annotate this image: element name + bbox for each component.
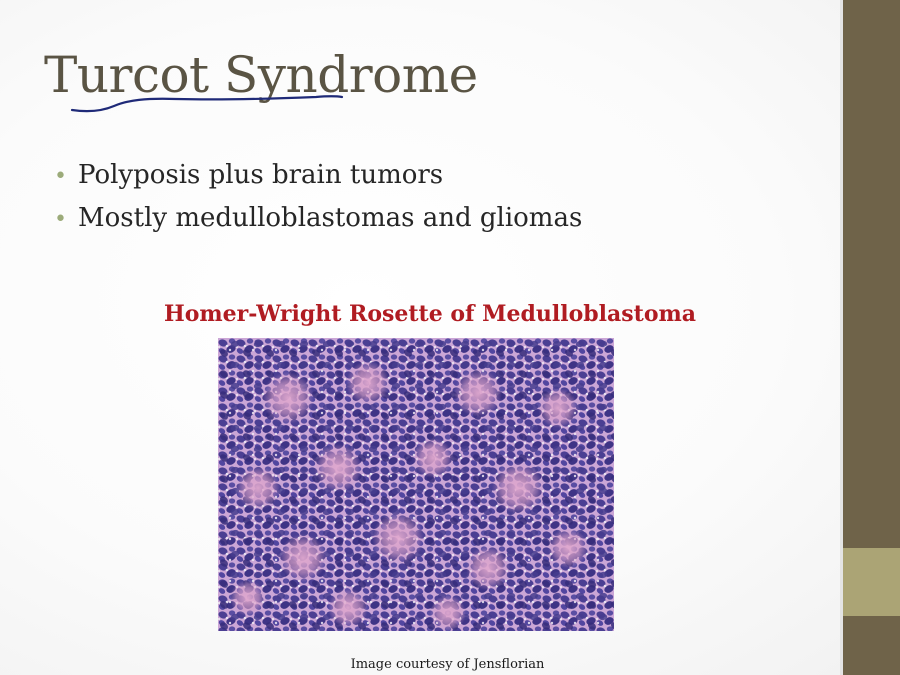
- rosette-spot: [328, 588, 368, 628]
- rosette-spot: [492, 462, 544, 514]
- rosette-spot: [466, 546, 510, 590]
- rosette-spot: [548, 528, 588, 568]
- sidebar-accent-block: [843, 548, 900, 616]
- bullet-item: [54, 203, 582, 233]
- bullet-item: [54, 160, 582, 190]
- rosette-spot: [279, 534, 327, 582]
- rosette-spot: [262, 372, 314, 424]
- image-credit: Image courtesy of Jensflorian: [350, 657, 545, 672]
- bullet-marker: •: [54, 164, 67, 189]
- figure-caption: Homer-Wright Rosette of Medulloblastoma: [163, 301, 697, 327]
- bullet-marker: •: [54, 207, 67, 232]
- rosette-spot: [346, 361, 390, 405]
- rosette-spot: [430, 595, 466, 631]
- rosette-spot: [538, 388, 578, 428]
- rosette-spot: [454, 369, 502, 417]
- bullet-text: Polyposis plus brain tumors: [78, 160, 444, 190]
- rosette-spot: [372, 512, 424, 564]
- rosette-spot: [314, 444, 362, 492]
- bullet-text: Mostly medulloblastomas and gliomas: [78, 203, 583, 233]
- rosette-spot: [413, 438, 453, 478]
- histology-image: [218, 338, 614, 631]
- rosette-spot: [236, 466, 280, 510]
- rosette-spot: [230, 580, 266, 616]
- bullet-list: [54, 160, 582, 246]
- slide-title: Turcot Syndrome: [44, 46, 478, 104]
- handwritten-underline: [66, 88, 346, 118]
